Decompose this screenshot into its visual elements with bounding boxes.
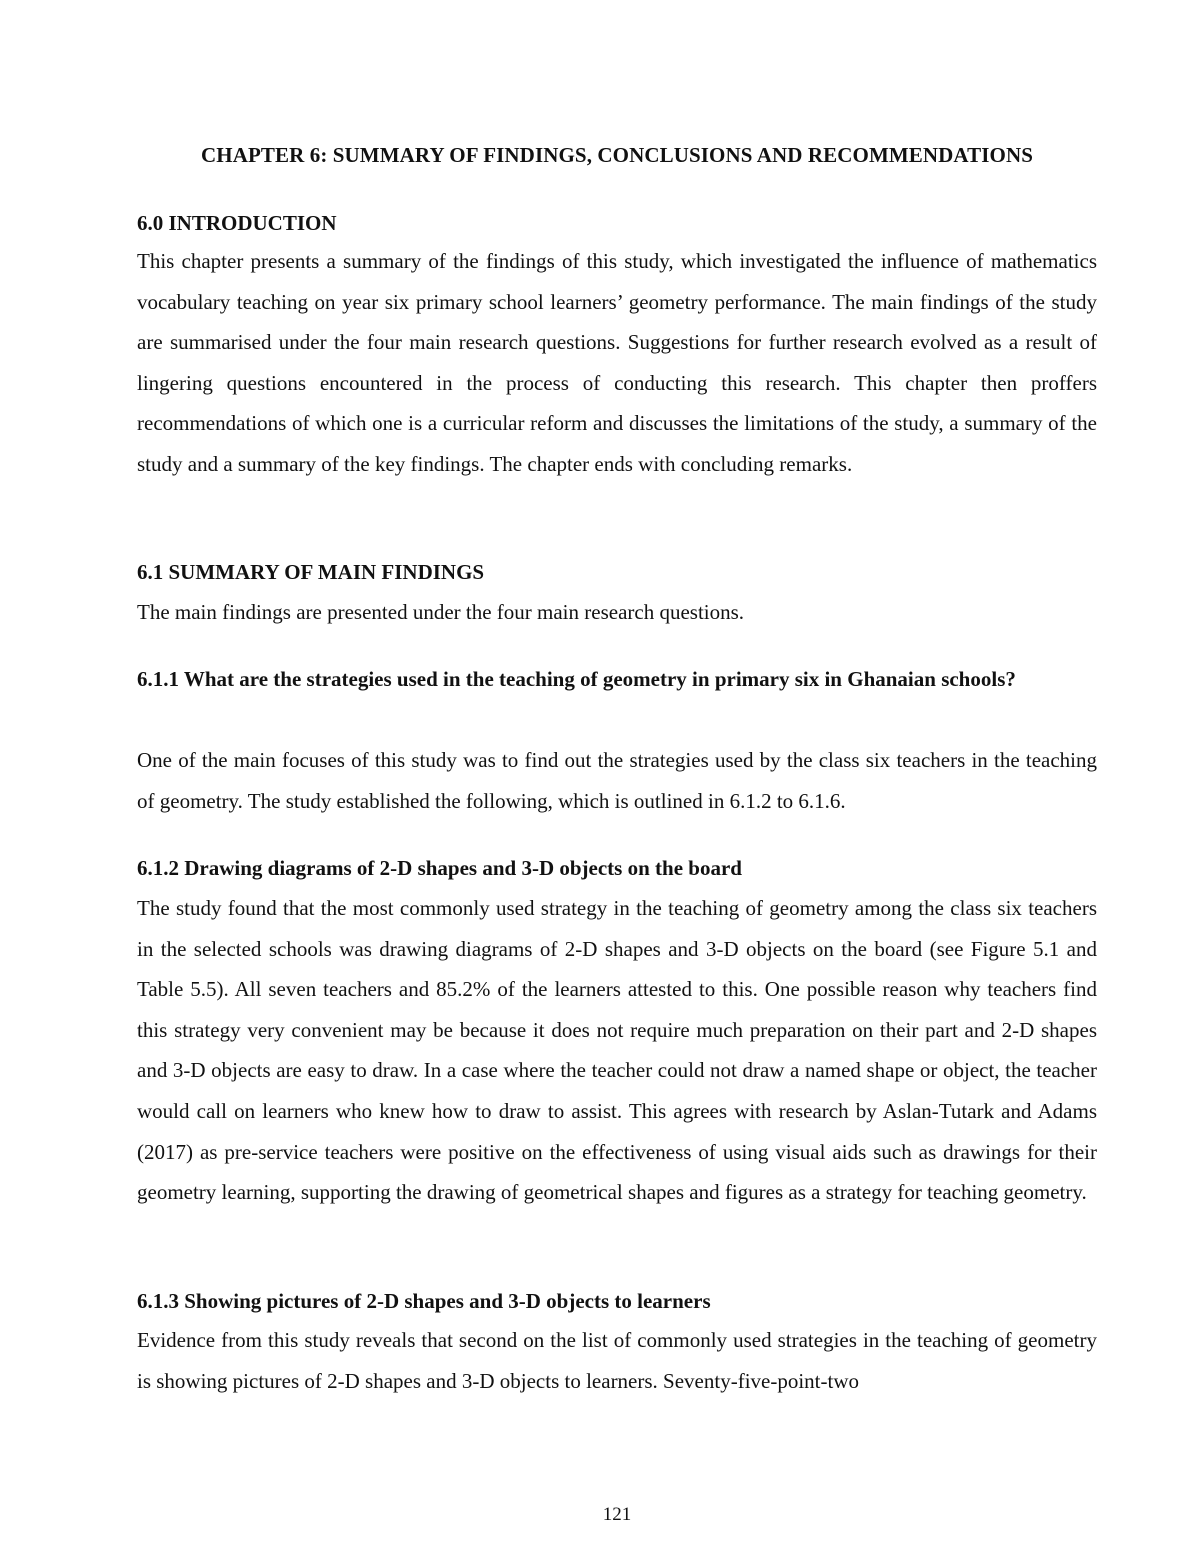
subsection-heading-6-1-3: 6.1.3 Showing pictures of 2-D shapes and 3-D objects to learners — [137, 1289, 711, 1313]
main-findings-paragraph: The main findings are presented under the four main research questions. — [137, 600, 745, 624]
subsection-6-1-2-paragraph: The study found that the most commonly used strategy in the teaching of geometry among the class six teachers in the selected schools was drawing diagrams of 2-D shapes and 3-D objects on the board (see Figure 5.1 and Table 5.5). All seven teachers and 85.2% of the learners attested to this. One possible reason why teachers find this strategy very convenient may be because it does not require much preparation on their part and 2-D shapes and 3-D objects are easy to draw. In a case where the teacher could not draw a named shape or object, the teacher would call on learners who knew how to draw to assist. This agrees with research by Aslan-Tutark and Adams (2017) as pre-service teachers were positive on the effectiveness of using visual aids such as drawings for their geometry learning, supporting the drawing of geometrical shapes and figures as a strategy for teaching geometry. — [137, 896, 1097, 1205]
section-heading-introduction: 6.0 INTRODUCTION — [137, 211, 337, 235]
page-number: 121 — [602, 1504, 632, 1525]
chapter-title: CHAPTER 6: SUMMARY OF FINDINGS, CONCLUSIONS AND RECOMMENDATIONS — [201, 143, 1033, 167]
document-page — [137, 0, 1097, 1553]
subsection-6-1-1-paragraph: One of the main focuses of this study was to find out the strategies used by the class six teachers in the teaching of geometry. The study established the following, which is outlined in 6.1.2 to 6.1.6. — [137, 748, 1097, 813]
introduction-paragraph: This chapter presents a summary of the findings of this study, which investigated the influence of mathematics vocabulary teaching on year six primary school learners’ geometry performance. The main findings of the study are summarised under the four main research questions. Suggestions for further research evolved as a result of lingering questions encountered in the process of conducting this research. This chapter then proffers recommendations of which one is a curricular reform and discusses the limitations of the study, a summary of the study and a summary of the key findings. The chapter ends with concluding remarks. — [137, 249, 1097, 476]
section-heading-main-findings: 6.1 SUMMARY OF MAIN FINDINGS — [137, 560, 485, 584]
subsection-6-1-3-paragraph: Evidence from this study reveals that second on the list of commonly used strategies in the teaching of geometry is showing pictures of 2-D shapes and 3-D objects to learners. Seventy-five-point-two — [137, 1328, 1097, 1393]
subsection-heading-6-1-2: 6.1.2 Drawing diagrams of 2-D shapes and 3-D objects on the board — [137, 856, 742, 880]
subsection-heading-6-1-1: 6.1.1 What are the strategies used in the teaching of geometry in primary six in Ghanaian schools? — [137, 667, 1016, 691]
